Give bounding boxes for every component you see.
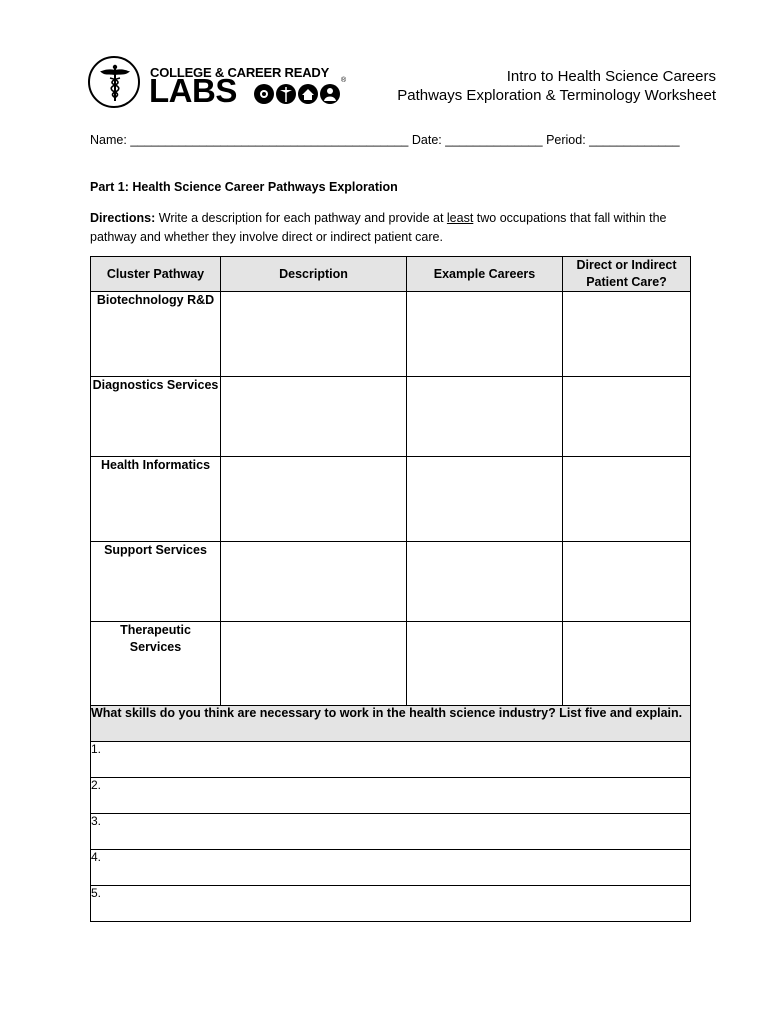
- table-row: [91, 622, 691, 706]
- careers-cell[interactable]: [407, 457, 563, 542]
- pathway-name: Diagnostics Services: [91, 377, 221, 457]
- skill-row: [91, 742, 691, 778]
- worksheet-title: Pathways Exploration & Terminology Worksheet: [397, 87, 716, 104]
- careers-cell[interactable]: [407, 292, 563, 377]
- skill-row: [91, 778, 691, 814]
- ccr-labs-logo: [88, 56, 350, 114]
- header-patient-care: Direct or Indirect Patient Care?: [563, 257, 691, 292]
- logo-wordmark: LABS: [149, 72, 237, 109]
- person-icon: [320, 84, 340, 104]
- table-row: [91, 542, 691, 622]
- skills-question: What skills do you think are necessary to work in the health science industry? List five and explain.: [91, 706, 691, 742]
- description-cell[interactable]: [221, 542, 407, 622]
- description-cell[interactable]: [221, 377, 407, 457]
- student-info-row: [90, 133, 680, 147]
- pathway-name: Therapeutic Services: [91, 622, 221, 706]
- patient-care-cell[interactable]: [563, 622, 691, 706]
- course-title: Intro to Health Science Careers: [506, 68, 716, 85]
- pathway-name: Support Services: [91, 542, 221, 622]
- skill-answer-field[interactable]: 3.: [91, 814, 691, 850]
- directions-underlined-word: least: [446, 211, 474, 225]
- description-cell[interactable]: [221, 457, 407, 542]
- header-example-careers: Example Careers: [407, 257, 563, 292]
- patient-care-cell[interactable]: [563, 377, 691, 457]
- skill-answer-field[interactable]: 2.: [91, 778, 691, 814]
- patient-care-cell[interactable]: [563, 292, 691, 377]
- careers-cell[interactable]: [407, 377, 563, 457]
- caduceus-icon: [88, 56, 140, 108]
- skill-row: [91, 850, 691, 886]
- registered-mark: ®: [341, 77, 347, 84]
- pathways-table: [90, 256, 691, 922]
- date-label: Date:: [411, 133, 442, 147]
- directions-label: Directions:: [90, 211, 156, 225]
- worksheet-header: [397, 67, 716, 105]
- careers-cell[interactable]: [407, 542, 563, 622]
- patient-care-cell[interactable]: [563, 457, 691, 542]
- period-label: Period:: [546, 133, 586, 147]
- directions-text: [90, 209, 690, 247]
- skill-row: [91, 814, 691, 850]
- skill-row: [91, 886, 691, 922]
- logo-tagline: COLLEGE & CAREER READY: [150, 65, 330, 80]
- directions-body-1: Write a description for each pathway and provide at: [155, 211, 447, 225]
- table-header-row: [91, 257, 691, 292]
- directions-body-2: two occupations that fall within the pathway and whether they involve direct or indirect patient care.: [90, 211, 667, 244]
- table-row: [91, 292, 691, 377]
- skill-answer-field[interactable]: 1.: [91, 742, 691, 778]
- header-cluster-pathway: Cluster Pathway: [91, 257, 221, 292]
- pathway-name: Biotechnology R&D: [91, 292, 221, 377]
- skills-question-row: [91, 706, 691, 742]
- caduceus-small-icon: [276, 84, 296, 104]
- patient-care-cell[interactable]: [563, 542, 691, 622]
- name-field[interactable]: ________________________________________: [130, 133, 409, 147]
- description-cell[interactable]: [221, 622, 407, 706]
- description-cell[interactable]: [221, 292, 407, 377]
- name-label: Name:: [90, 133, 127, 147]
- skill-answer-field[interactable]: 5.: [91, 886, 691, 922]
- pathway-name: Health Informatics: [91, 457, 221, 542]
- header-description: Description: [221, 257, 407, 292]
- table-row: [91, 457, 691, 542]
- date-field[interactable]: ______________: [445, 133, 543, 147]
- skill-answer-field[interactable]: 4.: [91, 850, 691, 886]
- logo-career-icons: [253, 82, 341, 106]
- house-icon: [298, 84, 318, 104]
- gear-icon: [254, 84, 274, 104]
- part1-title: Part 1: Health Science Career Pathways Exploration: [90, 180, 398, 194]
- careers-cell[interactable]: [407, 622, 563, 706]
- period-field[interactable]: _____________: [589, 133, 680, 147]
- table-row: [91, 377, 691, 457]
